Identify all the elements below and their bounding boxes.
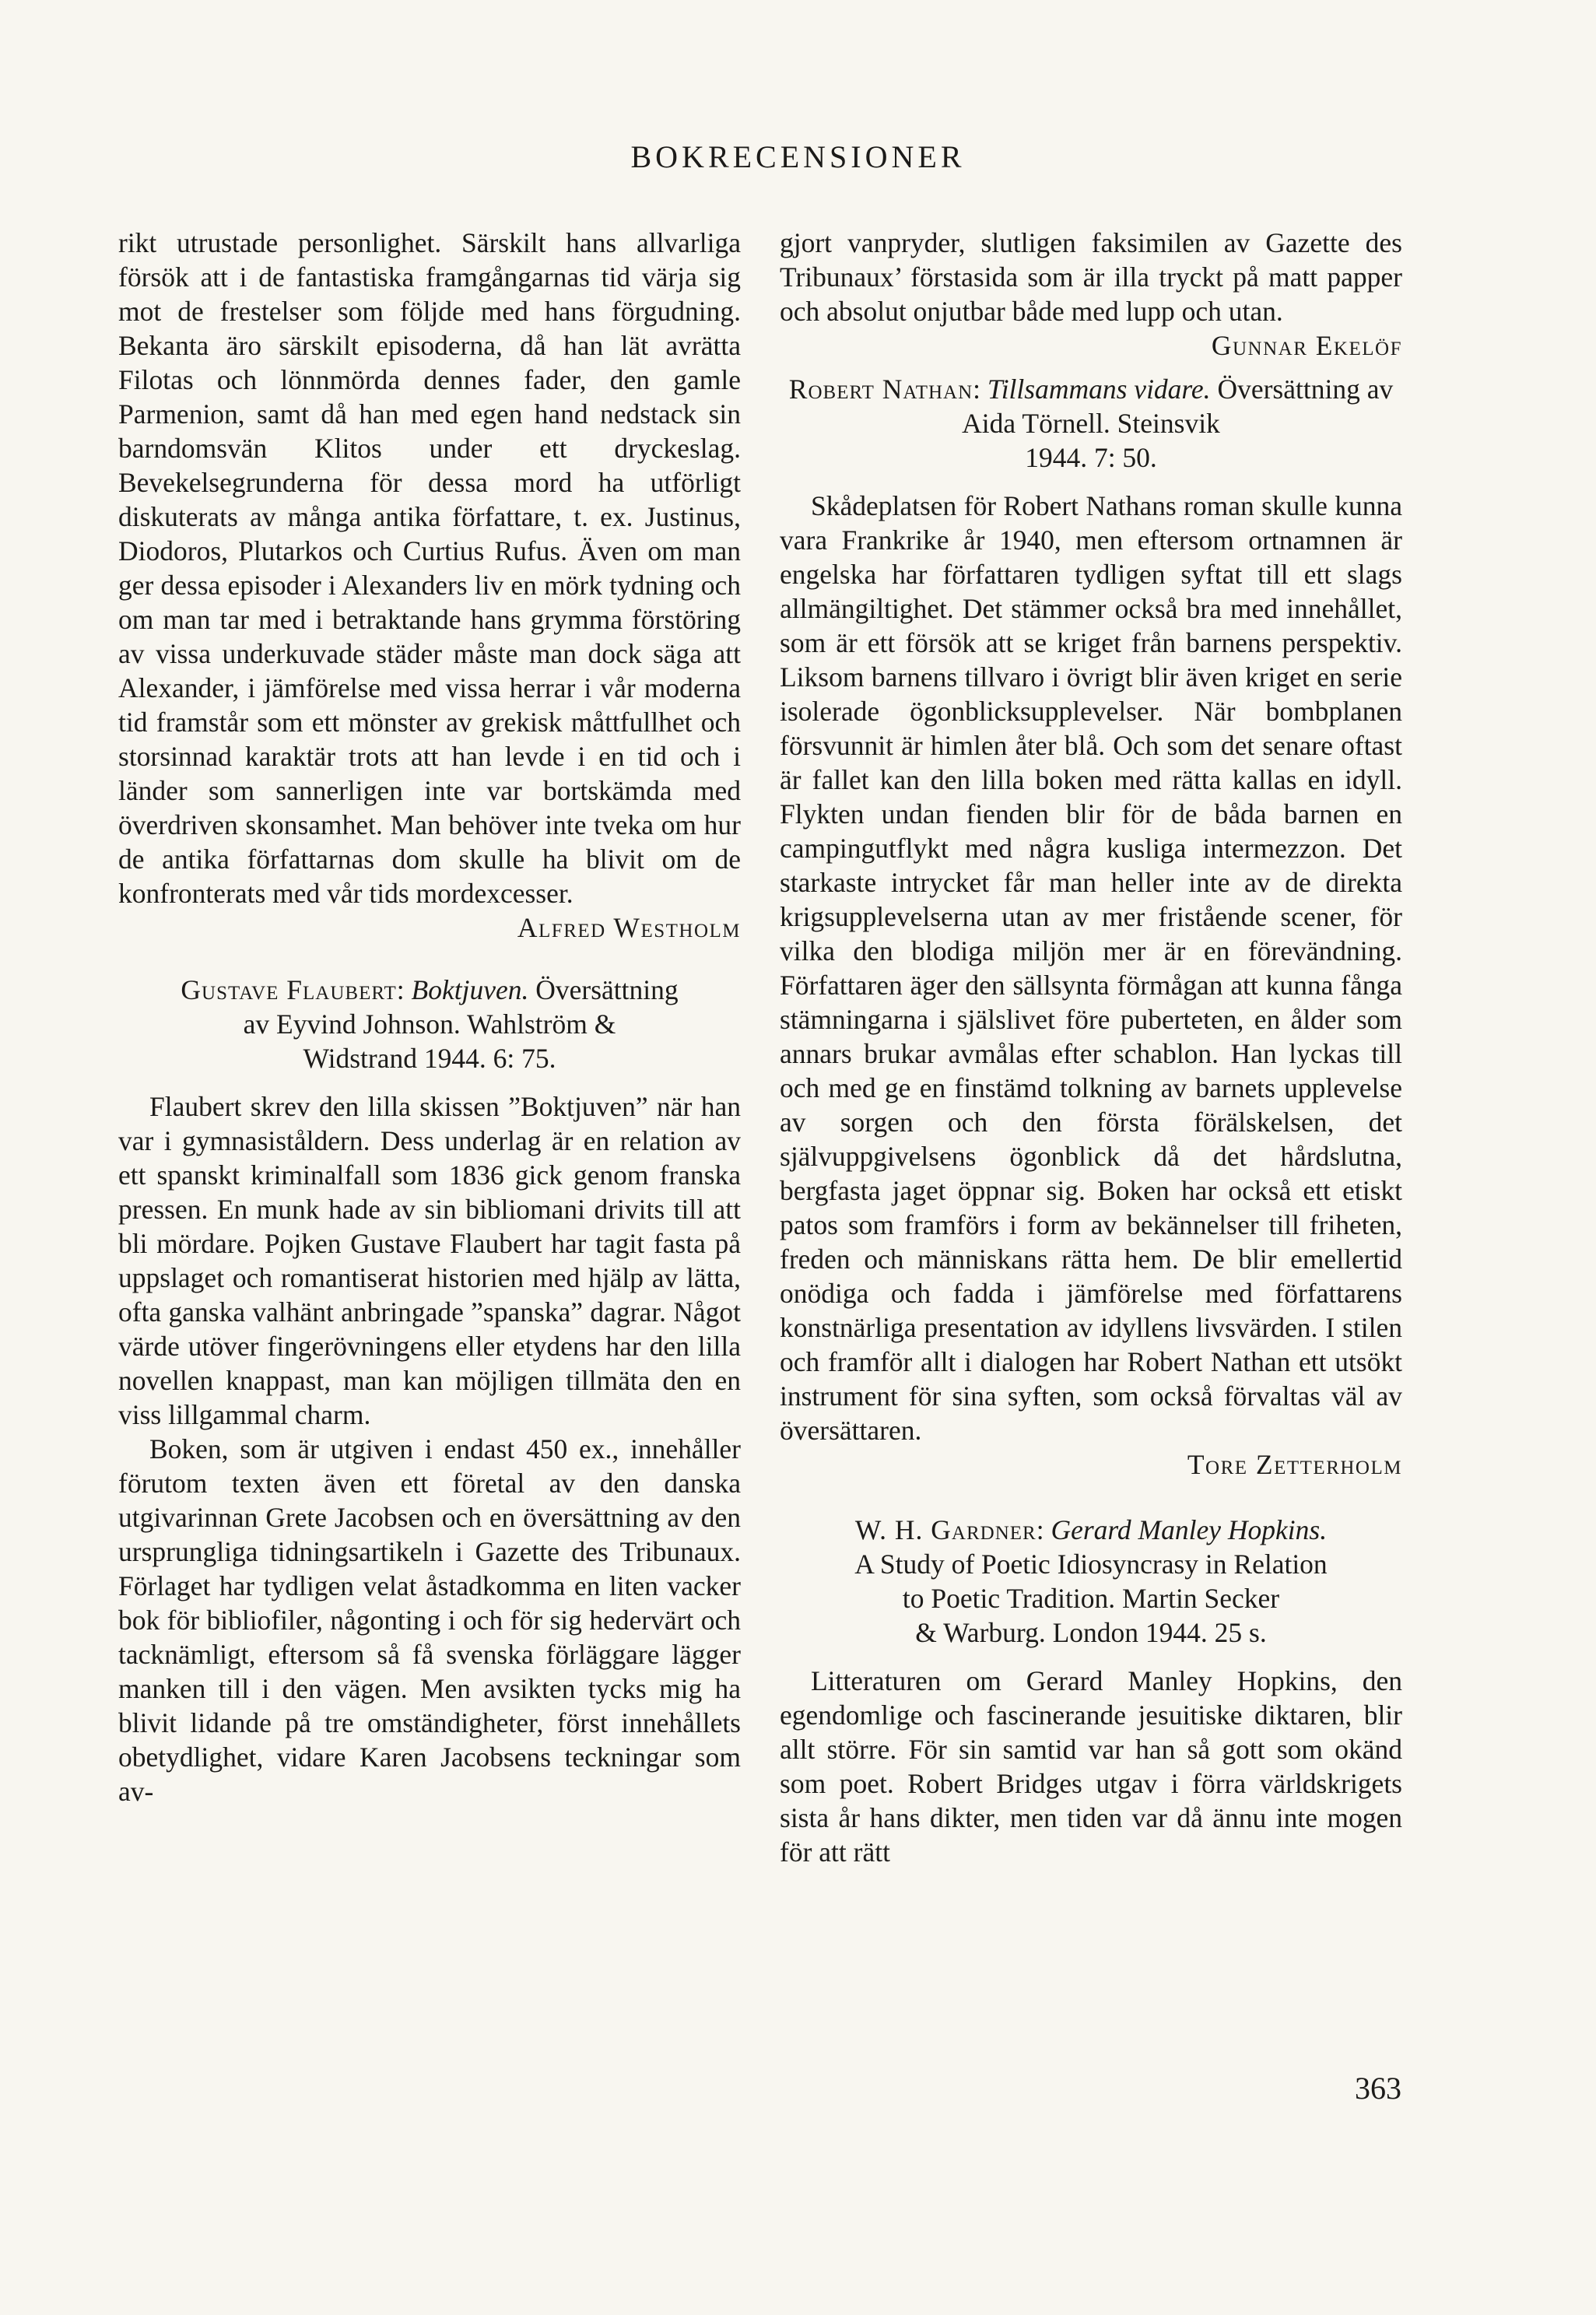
review-paragraph: Flaubert skrev den lilla skissen ”Boktjuven” när han var i gymnasiståldern. Dess underlag är en relation av ett spanskt kriminalfall som 1836 gick genom franska pressen. En munk hade av sin bibliomani drivits till att bli mördare. Pojken Gustave Flaubert har tagit fasta på uppslaget och romantiserat historien med hjälp av lätta, ofta ganska valhänt anbringade ”spanska” dagrar. Något värde utöver fingerövningens eller etydens har den lilla novellen knappast, man kan möjligen tillmäta den en viss lillgammal charm. [118,1091,741,1430]
running-title: BOKRECENSIONER [630,139,966,174]
review-signature: Alfred Westholm [517,912,741,943]
review-signature: Tore Zetterholm [1187,1449,1402,1480]
review-text-body: gjort vanpryder, slutligen faksimilen av Gazette des Tribunaux’ förstasida som är illa tryckt på matt papper och absolut onjutbar både med lupp och utan. [780,227,1402,327]
review-details: & Warburg. London 1944. 25 s. [915,1617,1267,1648]
review-details: 1944. 7: 50. [1025,442,1157,473]
review-details: av Eyvind Johnson. Wahlström & [243,1008,616,1040]
review-details: Översättning [535,974,679,1005]
review-text [780,226,1402,361]
review-paragraph: Litteraturen om Gerard Manley Hopkins, den egendomlige och fascinerande jesuitiske diktaren, blir allt större. För sin samtid var han så gott som okänd som poet. Robert Bridges utgav i förra världskrigets sista år hans dikter, men tiden var då ännu inte mogen för att rätt [780,1665,1402,1868]
review-author: Gustave Flaubert [181,974,397,1005]
review-details: to Poetic Tradition. Martin Secker [902,1583,1280,1614]
review-book-title: Boktjuven. [411,974,529,1005]
right-column [780,226,1402,1869]
page-number: 363 [1355,2071,1401,2106]
review-book-title: Gerard Manley Hopkins. [1051,1514,1328,1545]
review-author: W. H. Gardner [854,1514,1037,1545]
review-paragraph: Boken, som är utgiven i endast 450 ex., innehåller förutom texten även ett företal av den danska utgivarinnan Grete Jacobsen och en översättning av den ursprungliga tidningsartikeln i Gazette des Tribunaux. Förlaget har tydligen velat åstadkomma en liten vacker bok för bibliofiler, någonting i och för sig hedervärt och tacknämligt, eftersom så få svenska förläggare lägger manken till i den vägen. Men avsikten tycks mig ha blivit lidande på tre omständigheter, först innehållets obetydlighet, vidare Karen Jacobsens teckningar som av- [118,1433,741,1807]
review-heading: Robert Nathan: Tillsammans vidare. Översättning av Aida Törnell. Steinsvik 1944. 7: 50. [788,374,1394,473]
left-column [118,226,741,1808]
review-book-title: Tillsammans vidare. [987,374,1211,405]
review-heading: Gustave Flaubert: Boktjuven. Översättning av Eyvind Johnson. Wahlström & Widstrand 1944. 6: 75. [181,974,679,1074]
review-author: Robert Nathan [788,374,973,405]
review-details: A Study of Poetic Idiosyncrasy in Relation [854,1549,1328,1580]
review-signature: Gunnar Ekelöf [1211,330,1402,361]
review-heading: W. H. Gardner: Gerard Manley Hopkins. A Study of Poetic Idiosyncrasy in Relation to Poetic Tradition. Martin Secker & Warburg. London 1944. 25 s. [854,1514,1328,1648]
review-details: Översättning av Aida Törnell. Steinsvik [962,374,1394,439]
review-details: Widstrand 1944. 6: 75. [303,1043,556,1074]
review-paragraph: Skådeplatsen för Robert Nathans roman skulle kunna vara Frankrike år 1940, men eftersom ortnamnen är engelska har författaren tydligen syftat till ett slags allmängiltighet. Det stämmer också bra med innehållet, som är ett försök att se kriget från barnens perspektiv. Liksom barnens tillvaro i övrigt blir även kriget en serie isolerade ögonblicksupplevelser. När bombplanen försvunnit är himlen åter blå. Och som det senare oftast är fallet kan den lilla boken med rätta kallas en idyll. Flykten undan fienden blir för de båda barnen en campingutflykt med några kusliga intermezzon. Det starkaste intrycket får man heller inte av de direkta krigsupplevelserna utan av mer fristående scener, för vilka den blodiga miljön mer är en förevändning. Författaren äger den sällsynta förmågan att kunna fånga stämningarna i själslivet före puberteten, en ålder som annars brukar avmålas efter schablon. Han lyckas till och med ge en finstämd tolkning av barnets upplevelse av sorgen och den första förälskelsen, det självuppgivelsens ögonblick då det hårdslutna, bergfasta jaget öppnar sig. Boken har också ett etiskt patos som framförs i form av bekännelser till friheten, freden och människans rätta hem. De blir emellertid onödiga och fadda i jämförelse med författarens konstnärliga presentation av idyllens livsvärden. I stilen och framför allt i dialogen har Robert Nathan ett utsökt instrument för sina syften, som också förvaltas väl av översättaren. [780,490,1402,1446]
review-text: rikt utrustade personlighet. Särskilt hans allvarliga försök att i de fantastiska framgångarnas tid värja sig mot de frestelser som följde med hans förgudning. Bekanta äro särskilt episoderna, då han lät avrätta Filotas och lönnmörda dennes fader, den gamle Parmenion, samt då han med egen hand nedstack sin barndomsvän Klitos under ett dryckeslag. Bevekelsegrunderna för dessa mord ha utförligt diskuterats av många antika författare, t. ex. Justinus, Diodoros, Plutarkos och Curtius Rufus. Även om man ger dessa episoder i Alexanders liv en mörk tydning och om man tar med i betraktande hans grymma förstöring av vissa underkuvade städer måste man dock säga att Alexander, i jämförelse med vissa herrar i vår moderna tid framstår som ett mönster av grekisk måttfullhet och storsinnad karaktär trots att han levde i en tid och i länder som sannerligen inte var bortskämda med överdriven skonsamhet. Man behöver inte tveka om hur de antika författarnas dom skulle ha blivit om de konfronterats med vår tids mordexcesser. [118,227,741,909]
